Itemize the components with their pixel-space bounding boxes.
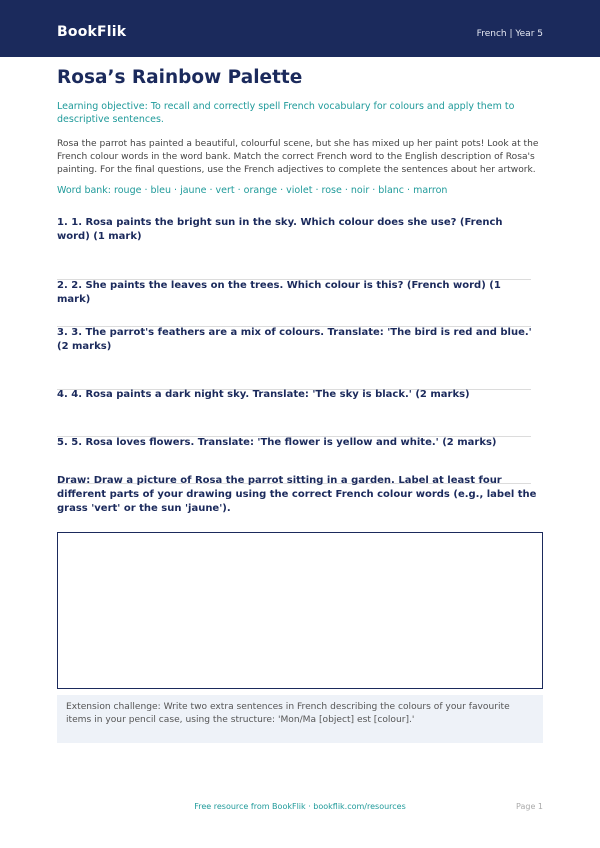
draw-task: Draw: Draw a picture of Rosa the parrot sitting in a garden. Label at least four different parts of your drawing using the correct French colour words (e.g., label the grass 'vert' or the sun 'jaune'). <box>57 475 537 514</box>
page-header <box>0 0 600 57</box>
question-2: 2. 2. She paints the leaves on the trees. Which colour is this? (French word) (1 mark) <box>57 280 501 305</box>
intro-paragraph: Rosa the parrot has painted a beautiful, colourful scene, but she has mixed up her paint pots! Look at the French colour words in the word bank. Match the correct French word to the English description of Rosa's painting. For the final questions, use the French adjectives to complete the sentences about her artwork. <box>57 139 539 175</box>
footer-link[interactable]: Free resource from BookFlik · bookflik.com/resources <box>194 802 406 811</box>
brand-logo-text: BookFlik <box>57 24 127 40</box>
subject-year-label: French | Year 5 <box>476 29 543 39</box>
extension-challenge: Extension challenge: Write two extra sentences in French describing the colours of your favourite items in your pencil case, using the structure: 'Mon/Ma [object] est [colour].' <box>57 695 543 743</box>
drawing-area[interactable] <box>57 532 543 689</box>
learning-objective: Learning objective: To recall and correctly spell French vocabulary for colours and apply them to descriptive sentences. <box>57 101 515 125</box>
page-number: Page 1 <box>516 802 543 811</box>
word-bank: Word bank: rouge · bleu · jaune · vert · orange · violet · rose · noir · blanc · marron <box>57 185 448 196</box>
question-1: 1. 1. Rosa paints the bright sun in the sky. Which colour does she use? (French word) (1 mark) <box>57 217 503 242</box>
question-5: 5. 5. Rosa loves flowers. Translate: 'The flower is yellow and white.' (2 marks) <box>57 437 497 448</box>
worksheet-title: Rosa’s Rainbow Palette <box>57 67 303 88</box>
question-4: 4. 4. Rosa paints a dark night sky. Translate: 'The sky is black.' (2 marks) <box>57 389 470 400</box>
question-3: 3. 3. The parrot's feathers are a mix of colours. Translate: 'The bird is red and blue.' (2 marks) <box>57 327 532 352</box>
